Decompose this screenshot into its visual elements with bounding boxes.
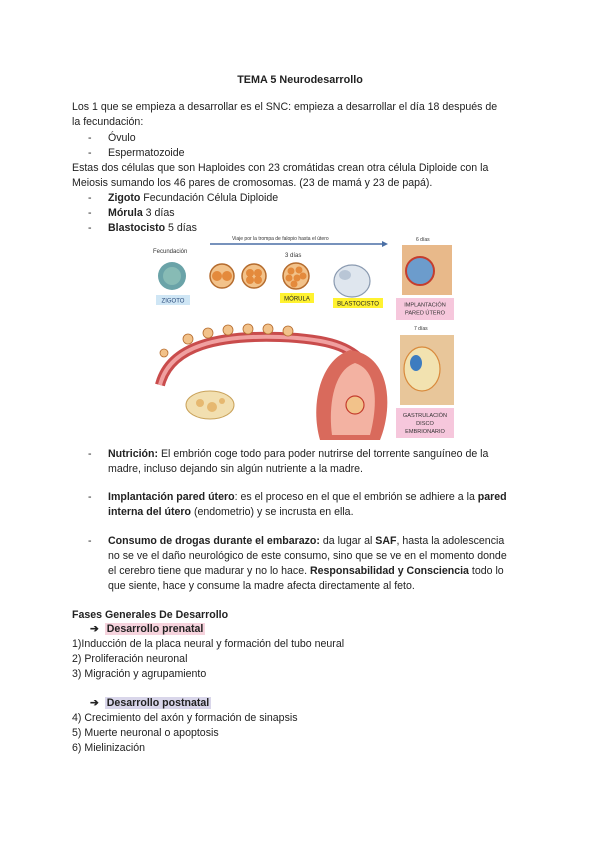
morula-label: MÓRULA — [284, 296, 310, 303]
blastocyst-cell — [334, 265, 370, 297]
saf-term: SAF — [375, 535, 397, 547]
implantacion-label-1: IMPLANTACIÓN — [404, 302, 446, 309]
stage-term: Blastocisto — [108, 222, 166, 234]
intro-line-2: la fecundación: — [72, 116, 144, 128]
blastocisto-label: BLASTOCISTO — [337, 301, 379, 308]
nutricion-text-1: El embrión coge todo para poder nutrirse del torrente sanguíneo de la — [158, 448, 489, 460]
page-title: TEMA 5 Neurodesarrollo — [237, 74, 363, 86]
dias-6-label: 6 días — [416, 237, 430, 243]
implantacion-label-bg — [396, 298, 454, 320]
fases-heading: Fases Generales De Desarrollo — [72, 609, 229, 621]
para2-line-1: Estas dos células que son Haploides con 23 cromátidas crean otra célula Diploide con la — [72, 162, 489, 174]
consumo-text-4: que siente, hace y consume la madre afecta directamente al feto. — [108, 580, 415, 592]
implantacion-term-3: interna del útero — [108, 506, 191, 518]
gastrulacion-label-3: EMBRIONARIO — [405, 429, 445, 435]
viaje-label: Viaje por la trompa de falopio hasta el útero — [232, 236, 329, 242]
postnatal-heading — [90, 696, 211, 710]
document-page: TEMA 5 Neurodesarrollo Los 1 que se empieza a desarrollar es el SNC: empieza a desarrollar el día 18 después de la fecundación: - Óvulo - Espermatozoide Estas dos células que son Haploides con 23 cromátidas crean otra célula Diploide con la Meiosis sumando los 46 pares de cromosomas. (23 de mamá y 23 de papá). - Zigoto Fecundación Célula Diploide - Mórula 3 días - Blastocisto 5 días Fecundación Viaje por la trompa de falopio hasta el útero 3 días ZIGOTO MÓRULA BLASTOCISTO 6 días IMPLANTACIÓN PARED ÚTERO 7 días GASTRULACIÓN DISCO EMBRIONARIO - Nutrición: El embrión coge todo para poder nutrirse del torrente sanguíneo de la madre, incluso dejando sin algún nutriente a la madre. - Implantación pared útero: es el proceso en el que el embrión se adhiere a la pared interna del útero (endometrio) y se incrusta en ella. - Consumo de drogas durante el embarazo: da lugar al SAF, hasta la adolescencia no se ve el daño neurológico de este consumo, sino que se ve en el momento donde el cerebro tiene que madurar y no lo hace. Responsabilidad y Consciencia todo lo que siente, hace y consume la madre afecta directamente al feto. Fases Generales De Desarrollo ➔ Desarrollo prenatal 1)Inducción de la placa neural y formación del tubo neural 2) Proliferación neuronal 3) Migración y agrupamiento ➔ Desarrollo postnatal 4) Crecimiento del axón y formación de sinapsis 5) Muerte neuronal o apoptosis 6) Mielinización — [0, 0, 600, 848]
stage-term: Mórula — [108, 207, 143, 219]
consumo-term: Consumo de drogas durante el embarazo: — [108, 535, 320, 547]
fecundacion-label: Fecundación — [153, 249, 188, 255]
prenatal-heading — [90, 622, 205, 636]
consumo-text-1b: , hasta la adolescencia — [396, 535, 505, 547]
consumo-text-1: da lugar al — [319, 535, 376, 547]
zigoto-label: ZIGOTO — [161, 298, 185, 305]
arrow-right-icon: ➔ — [90, 623, 99, 635]
stage-term: Zigoto — [108, 192, 141, 204]
prenatal-label: Desarrollo prenatal — [106, 623, 204, 635]
implantacion-label-2: PARED ÚTERO — [405, 310, 445, 317]
prenatal-item: 2) Proliferación neuronal — [72, 653, 188, 665]
stage-desc: 5 días — [165, 222, 197, 234]
prenatal-item: 1)Inducción de la placa neural y formación del tubo neural — [72, 638, 345, 650]
prenatal-item: 3) Migración y agrupamiento — [72, 668, 207, 680]
cleavage-4-cell — [242, 264, 266, 288]
dias-7-label: 7 días — [414, 326, 428, 332]
para2-line-2: Meiosis sumando los 46 pares de cromosomas. (23 de mamá y 23 de papá). — [72, 177, 433, 189]
cleavage-blastomere — [222, 271, 232, 281]
implantacion-term: Implantación pared útero — [108, 491, 235, 503]
consumo-text-2: no se ve el daño neurológico de este consumo, sino que se ve en el momento donde — [108, 550, 507, 562]
cell-espermatozoide: Espermatozoide — [108, 147, 185, 159]
dias-3-label: 3 días — [285, 253, 302, 259]
implantacion-embryo — [406, 257, 434, 285]
embryology-illustration — [150, 235, 454, 442]
implantacion-term-2: pared — [477, 491, 507, 503]
consumo-text-3b: todo lo — [468, 565, 504, 577]
cleavage-blastomere — [212, 271, 222, 281]
gastrulacion-label-2: DISCO — [416, 421, 434, 427]
stage-desc: 3 días — [142, 207, 175, 219]
postnatal-label: Desarrollo postnatal — [106, 697, 210, 709]
travel-arrowhead — [382, 241, 388, 247]
inner-cell-mass — [339, 270, 351, 280]
nutricion-term: Nutrición: — [108, 448, 159, 460]
postnatal-item: 4) Crecimiento del axón y formación de sinapsis — [72, 712, 298, 724]
nutricion-text-2: madre, incluso dejando sin algún nutriente a la madre. — [108, 463, 363, 475]
intro-line-1: Los 1 que se empieza a desarrollar es el SNC: empieza a desarrollar el día 18 después de — [72, 101, 498, 113]
gastrulacion-label-1: GASTRULACIÓN — [402, 413, 448, 419]
implanted-embryo — [346, 396, 364, 414]
implantacion-text-2: (endometrio) y se incrusta en ella. — [191, 506, 354, 518]
zigoto-nucleus — [163, 267, 181, 285]
gastrulacion-embryo — [404, 347, 440, 391]
responsabilidad-term: Responsabilidad y Consciencia — [310, 565, 469, 577]
implantacion-text-1: : es el proceso en el que el embrión se adhiere a la — [234, 491, 478, 503]
disco-embrionario — [410, 355, 422, 371]
postnatal-item: 6) Mielinización — [72, 742, 146, 754]
arrow-right-icon: ➔ — [90, 697, 99, 709]
embryology-figure — [150, 235, 454, 442]
stage-desc: Fecundación Célula Diploide — [140, 192, 279, 204]
consumo-text-3: el cerebro tiene que madurar y no lo hace. — [108, 565, 310, 577]
postnatal-item: 5) Muerte neuronal o apoptosis — [72, 727, 219, 739]
cell-ovulo: Óvulo — [108, 132, 136, 144]
